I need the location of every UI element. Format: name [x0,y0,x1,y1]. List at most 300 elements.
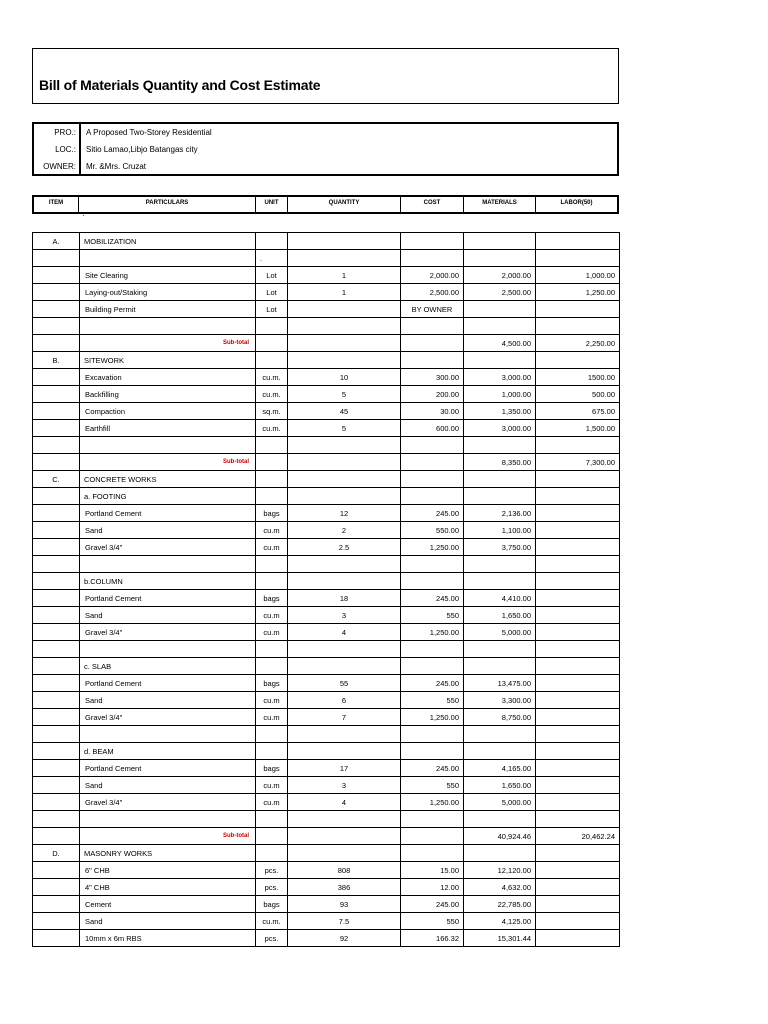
quantity-cell: 5 [288,386,401,403]
table-row [33,743,620,760]
materials-cell: 1,350.00 [464,403,536,420]
labor-cell [536,556,620,573]
document-title: Bill of Materials Quantity and Cost Estimate [39,77,321,93]
cost-cell [401,726,464,743]
labor-cell [536,522,620,539]
materials-cell [464,352,536,369]
stray-mark: · [82,211,85,220]
materials-cell [464,743,536,760]
materials-cell [464,811,536,828]
materials-cell: 15,301.44 [464,930,536,947]
cost-cell: 2,000.00 [401,267,464,284]
quantity-cell: 2 [288,522,401,539]
table-row [33,641,620,658]
cost-cell: 1,250.00 [401,794,464,811]
table-row [33,658,620,675]
unit-cell [256,471,288,488]
particulars-cell [80,726,256,743]
particulars-cell: Sand [80,692,256,709]
info-value: Mr. &Mrs. Cruzat [86,162,147,171]
particulars-cell: Gravel 3/4" [80,709,256,726]
quantity-cell [288,233,401,250]
column-header [32,195,619,214]
unit-cell [256,454,288,471]
labor-cell [536,505,620,522]
item-cell [33,913,80,930]
materials-cell [464,488,536,505]
unit-cell [256,743,288,760]
particulars-cell [80,250,256,267]
particulars-cell: d. BEAM [80,743,256,760]
particulars-cell: Sand [80,607,256,624]
table-body [33,233,620,947]
table-row [33,794,620,811]
unit-cell [256,641,288,658]
materials-cell: 4,125.00 [464,913,536,930]
table-row [33,726,620,743]
materials-cell: 1,100.00 [464,522,536,539]
particulars-cell: Laying-out/Staking [80,284,256,301]
item-cell [33,607,80,624]
section-row [33,233,620,250]
particulars-cell: Sand [80,777,256,794]
item-cell [33,335,80,352]
unit-cell [256,811,288,828]
quantity-cell [288,641,401,658]
labor-cell [536,318,620,335]
particulars-cell: Backfilling [80,386,256,403]
table-row [33,777,620,794]
project-info-box [32,122,619,176]
unit-cell [256,828,288,845]
quantity-cell [288,352,401,369]
particulars-cell: Portland Cement [80,760,256,777]
item-cell [33,743,80,760]
cost-cell [401,454,464,471]
table-row [33,267,620,284]
quantity-cell [288,335,401,352]
table-row [33,505,620,522]
materials-cell: 40,924.46 [464,828,536,845]
quantity-cell: 10 [288,369,401,386]
info-key: PRO.: [54,128,76,137]
item-cell [33,573,80,590]
info-row-location [34,141,617,158]
cost-cell: 1,250.00 [401,709,464,726]
labor-cell [536,301,620,318]
particulars-cell [80,811,256,828]
item-cell [33,386,80,403]
labor-cell [536,743,620,760]
table-row [33,284,620,301]
table-row [33,879,620,896]
particulars-cell: Earthfill [80,420,256,437]
materials-cell: 1,650.00 [464,607,536,624]
labor-cell [536,488,620,505]
labor-cell [536,590,620,607]
unit-cell: Lot [256,267,288,284]
quantity-cell: 386 [288,879,401,896]
cost-cell: 550 [401,913,464,930]
materials-cell: 13,475.00 [464,675,536,692]
table-row [33,403,620,420]
table-row [33,692,620,709]
particulars-cell: Sub-total [80,828,256,845]
labor-cell [536,760,620,777]
materials-cell [464,301,536,318]
quantity-cell: 3 [288,607,401,624]
materials-cell: 4,165.00 [464,760,536,777]
particulars-cell: Cement [80,896,256,913]
item-cell [33,267,80,284]
table-row [33,556,620,573]
table-row [33,573,620,590]
table-row [33,675,620,692]
quantity-cell: 17 [288,760,401,777]
unit-cell [256,437,288,454]
item-cell [33,590,80,607]
particulars-cell: CONCRETE WORKS [80,471,256,488]
item-cell [33,760,80,777]
materials-cell [464,726,536,743]
table-row [33,488,620,505]
item-cell [33,284,80,301]
particulars-cell [80,437,256,454]
subtotal-row [33,828,620,845]
cost-cell [401,658,464,675]
labor-cell [536,896,620,913]
col-quantity: QUANTITY [288,197,401,212]
item-cell: B. [33,352,80,369]
table-row [33,913,620,930]
unit-cell: Lot [256,284,288,301]
table-row [33,624,620,641]
item-cell: A. [33,233,80,250]
materials-cell [464,233,536,250]
info-value: Sitio Lamao,Libjo Batangas city [86,145,198,154]
labor-cell [536,930,620,947]
subtotal-row [33,335,620,352]
materials-cell: 3,750.00 [464,539,536,556]
particulars-cell: MASONRY WORKS [80,845,256,862]
table-row [33,318,620,335]
materials-cell: 12,120.00 [464,862,536,879]
labor-cell [536,658,620,675]
table-row [33,386,620,403]
labor-cell: 1,250.00 [536,284,620,301]
unit-cell: cu.m. [256,386,288,403]
item-cell [33,930,80,947]
cost-cell [401,828,464,845]
item-cell [33,437,80,454]
subtotal-row [33,454,620,471]
item-cell [33,420,80,437]
labor-cell: 1,000.00 [536,267,620,284]
particulars-cell: Sand [80,913,256,930]
item-cell [33,658,80,675]
quantity-cell: 12 [288,505,401,522]
table-row [33,896,620,913]
labor-cell [536,879,620,896]
estimate-table [32,232,619,947]
cost-cell: 550 [401,777,464,794]
cost-cell: 245.00 [401,896,464,913]
quantity-cell [288,556,401,573]
unit-cell: bags [256,896,288,913]
col-particulars: PARTICULARS [79,197,256,212]
unit-cell [256,726,288,743]
table-row [33,811,620,828]
unit-cell [256,318,288,335]
cost-cell: 300.00 [401,369,464,386]
unit-cell: cu.m [256,522,288,539]
quantity-cell: 7.5 [288,913,401,930]
labor-cell [536,709,620,726]
section-row [33,352,620,369]
cost-cell: 2,500.00 [401,284,464,301]
particulars-cell: Sub-total [80,335,256,352]
item-cell [33,709,80,726]
cost-cell: 245.00 [401,590,464,607]
unit-cell: bags [256,590,288,607]
quantity-cell [288,726,401,743]
particulars-cell: Sand [80,522,256,539]
particulars-cell: Excavation [80,369,256,386]
item-cell [33,369,80,386]
particulars-cell: Sub-total [80,454,256,471]
labor-cell [536,233,620,250]
unit-cell [256,488,288,505]
unit-cell [256,335,288,352]
cost-cell [401,352,464,369]
unit-cell: pcs. [256,862,288,879]
unit-cell: cu.m [256,709,288,726]
labor-cell [536,250,620,267]
materials-cell: 2,136.00 [464,505,536,522]
cost-cell: 550 [401,692,464,709]
quantity-cell: 5 [288,420,401,437]
particulars-cell: Compaction [80,403,256,420]
labor-cell [536,352,620,369]
materials-cell [464,318,536,335]
quantity-cell: 93 [288,896,401,913]
materials-cell [464,250,536,267]
unit-cell: cu.m. [256,913,288,930]
col-materials: MATERIALS [464,197,536,212]
section-row [33,471,620,488]
cost-cell: 245.00 [401,675,464,692]
cost-cell: BY OWNER [401,301,464,318]
quantity-cell: 808 [288,862,401,879]
cost-cell: 550.00 [401,522,464,539]
quantity-cell: 7 [288,709,401,726]
particulars-cell: Portland Cement [80,505,256,522]
table-row [33,590,620,607]
labor-cell [536,437,620,454]
quantity-cell [288,658,401,675]
quantity-cell [288,318,401,335]
cost-cell [401,845,464,862]
unit-cell [256,573,288,590]
table-row [33,930,620,947]
item-cell [33,454,80,471]
unit-cell: cu.m [256,794,288,811]
info-row-project [34,124,617,141]
quantity-cell: 18 [288,590,401,607]
item-cell: D. [33,845,80,862]
table-row [33,250,620,267]
particulars-cell: 10mm x 6m RBS [80,930,256,947]
cost-cell [401,318,464,335]
materials-cell: 3,300.00 [464,692,536,709]
quantity-cell [288,743,401,760]
cost-cell: 30.00 [401,403,464,420]
unit-cell: bags [256,760,288,777]
labor-cell: 1500.00 [536,369,620,386]
quantity-cell [288,845,401,862]
materials-cell: 2,500.00 [464,284,536,301]
col-cost: COST [401,197,464,212]
materials-cell: 2,000.00 [464,267,536,284]
materials-cell: 1,000.00 [464,386,536,403]
materials-cell: 3,000.00 [464,369,536,386]
table-row [33,420,620,437]
quantity-cell: 3 [288,777,401,794]
quantity-cell: 2.5 [288,539,401,556]
materials-cell: 4,500.00 [464,335,536,352]
labor-cell: 7,300.00 [536,454,620,471]
labor-cell [536,777,620,794]
labor-cell: 500.00 [536,386,620,403]
quantity-cell [288,471,401,488]
col-labor: LABOR(50) [560,200,593,206]
cost-cell [401,437,464,454]
cost-cell [401,233,464,250]
item-cell [33,692,80,709]
item-cell [33,641,80,658]
title-box [32,48,619,104]
cost-cell: 1,250.00 [401,539,464,556]
col-item: ITEM [34,197,79,212]
particulars-cell: 4" CHB [80,879,256,896]
cost-cell: 15.00 [401,862,464,879]
cost-cell: 550 [401,607,464,624]
table-row [33,301,620,318]
item-cell: C. [33,471,80,488]
materials-cell: 22,785.00 [464,896,536,913]
particulars-cell [80,318,256,335]
unit-cell: cu.m [256,539,288,556]
cost-cell [401,743,464,760]
item-cell [33,726,80,743]
col-unit: UNIT [256,197,288,212]
quantity-cell: 55 [288,675,401,692]
labor-cell [536,811,620,828]
labor-cell [536,641,620,658]
unit-cell: cu.m [256,692,288,709]
particulars-cell: SITEWORK [80,352,256,369]
labor-cell [536,726,620,743]
unit-cell: cu.m [256,607,288,624]
unit-cell [256,352,288,369]
labor-cell [536,675,620,692]
unit-cell: bags [256,505,288,522]
unit-cell: sq.m. [256,403,288,420]
item-cell [33,488,80,505]
cost-cell: 12.00 [401,879,464,896]
table-row [33,862,620,879]
item-cell [33,794,80,811]
unit-cell: . [256,250,288,267]
item-cell [33,896,80,913]
materials-cell [464,845,536,862]
particulars-cell: Gravel 3/4" [80,624,256,641]
particulars-cell [80,641,256,658]
item-cell [33,777,80,794]
quantity-cell: 1 [288,267,401,284]
table-row [33,437,620,454]
materials-cell: 8,350.00 [464,454,536,471]
unit-cell [256,233,288,250]
section-row [33,845,620,862]
cost-cell: 1,250.00 [401,624,464,641]
quantity-cell: 1 [288,284,401,301]
cost-cell: 200.00 [401,386,464,403]
materials-cell [464,437,536,454]
materials-cell: 3,000.00 [464,420,536,437]
unit-cell: pcs. [256,879,288,896]
item-cell [33,624,80,641]
labor-cell [536,573,620,590]
particulars-cell [80,556,256,573]
info-value: A Proposed Two-Storey Residential [86,128,212,137]
particulars-cell: MOBILIZATION [80,233,256,250]
cost-cell: 166.32 [401,930,464,947]
materials-cell: 4,632.00 [464,879,536,896]
labor-cell: 1,500.00 [536,420,620,437]
materials-cell: 1,650.00 [464,777,536,794]
materials-cell: 8,750.00 [464,709,536,726]
item-cell [33,879,80,896]
materials-cell [464,471,536,488]
item-cell [33,505,80,522]
table-row [33,522,620,539]
cost-cell: 245.00 [401,760,464,777]
unit-cell: bags [256,675,288,692]
particulars-cell: Portland Cement [80,590,256,607]
item-cell [33,250,80,267]
unit-cell: cu.m. [256,420,288,437]
quantity-cell [288,828,401,845]
item-cell [33,301,80,318]
materials-cell: 5,000.00 [464,624,536,641]
cost-cell [401,641,464,658]
quantity-cell [288,250,401,267]
cost-cell: 245.00 [401,505,464,522]
labor-cell: 675.00 [536,403,620,420]
materials-cell [464,641,536,658]
labor-cell [536,913,620,930]
particulars-cell: Building Permit [80,301,256,318]
particulars-cell: Portland Cement [80,675,256,692]
particulars-cell: a. FOOTING [80,488,256,505]
particulars-cell: c. SLAB [80,658,256,675]
quantity-cell: 45 [288,403,401,420]
item-cell [33,318,80,335]
cost-cell [401,488,464,505]
particulars-cell: Gravel 3/4" [80,794,256,811]
table-row [33,760,620,777]
